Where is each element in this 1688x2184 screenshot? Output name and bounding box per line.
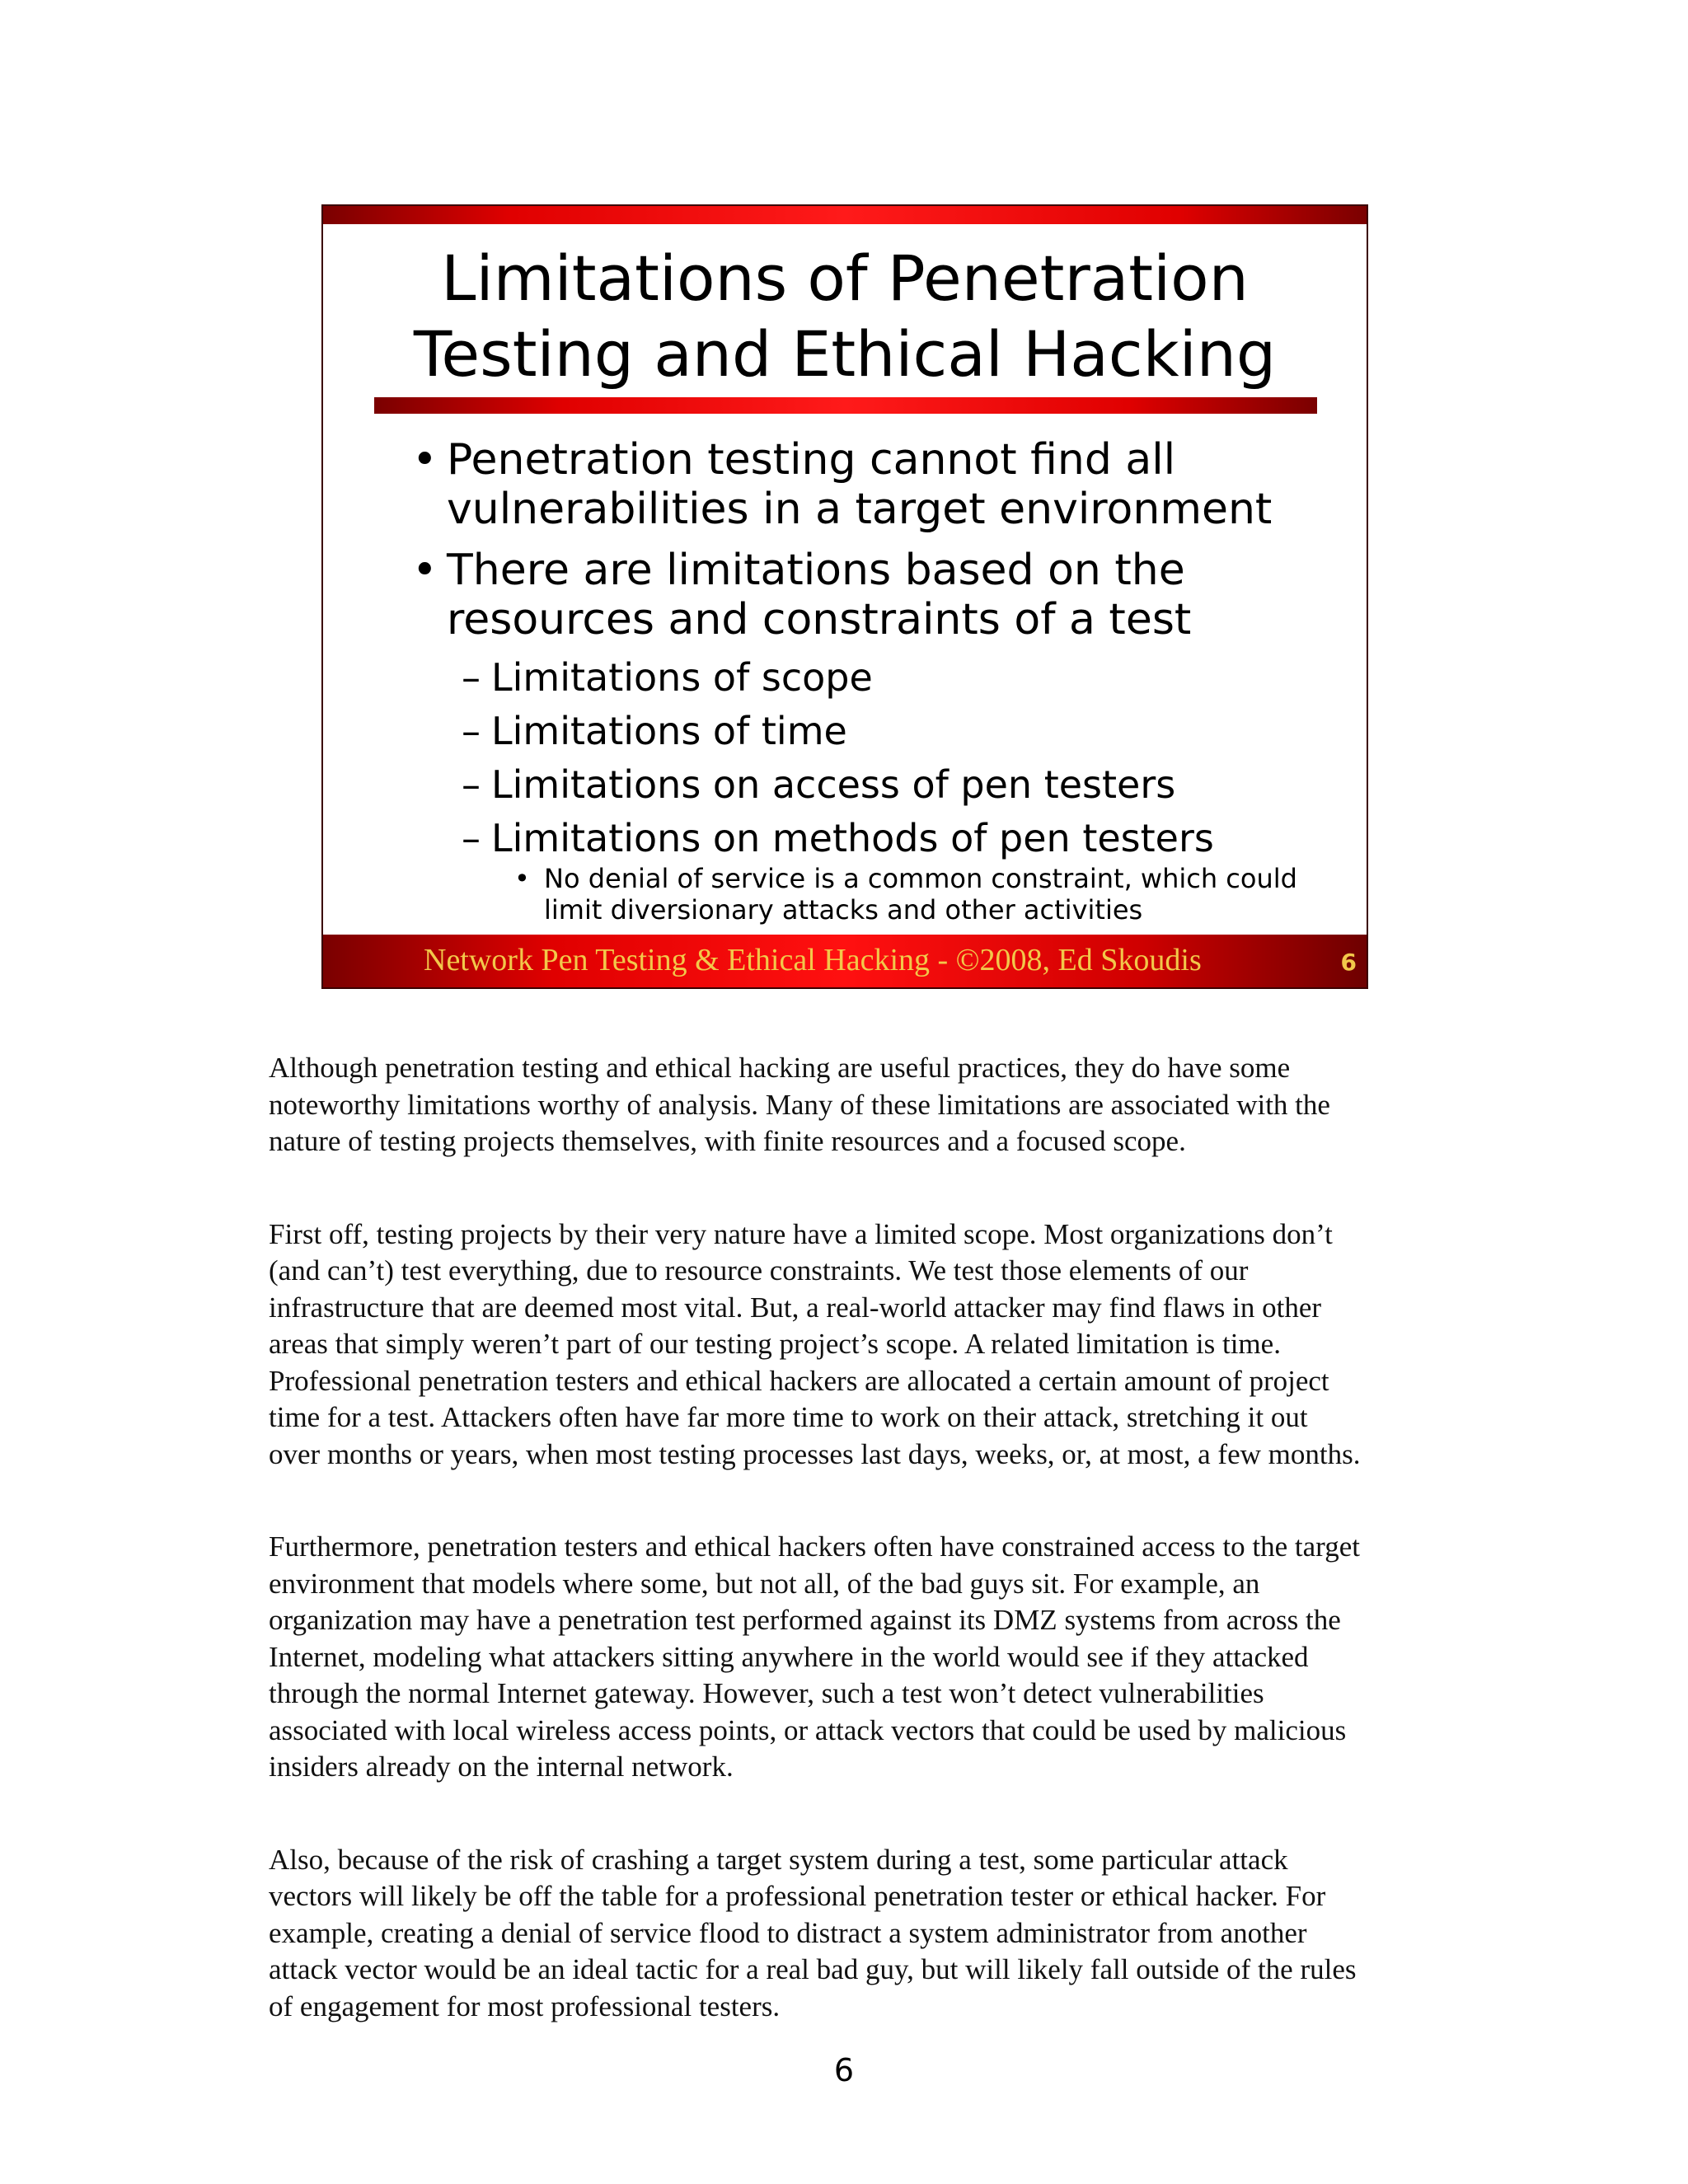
slide-bullet-list [323, 435, 1367, 926]
slide-sub-bullet [462, 710, 1367, 752]
paragraph-line: time for a test. Attackers often have far more time to work on their attack, stretching it out [269, 1401, 1308, 1433]
sub-bullet-text: Limitations of scope [491, 655, 873, 700]
bullet-glyph: • [412, 435, 438, 485]
slide-bullet [412, 546, 1367, 644]
dash-glyph: – [462, 816, 481, 860]
paragraph-line: Internet, modeling what attackers sitting anywhere in the world would see if they attacked [269, 1640, 1309, 1673]
paragraph-line: Although penetration testing and ethical hacking are useful practices, they do have some [269, 1052, 1291, 1084]
slide-sub-bullet [462, 763, 1367, 806]
paragraph [269, 1050, 1456, 1160]
slide-title-line: Limitations of Penetration [441, 241, 1249, 315]
notes-body [269, 1050, 1456, 2081]
paragraph-line: (and can’t) test everything, due to resource constraints. We test those elements of our [269, 1254, 1249, 1286]
paragraph [269, 1842, 1456, 2026]
paragraph [269, 1216, 1456, 1474]
slide-bullet [412, 435, 1367, 534]
slide-top-bar [323, 206, 1367, 224]
sub-sub-bullet-line: limit diversionary attacks and other activities [544, 894, 1143, 926]
paragraph-line: First off, testing projects by their very nature have a limited scope. Most organizations don’t [269, 1217, 1333, 1250]
paragraph-line: infrastructure that are deemed most vital. But, a real-world attacker may find flaws in other [269, 1291, 1322, 1324]
slide-title-line: Testing and Ethical Hacking [413, 317, 1277, 391]
bullet-line: resources and constraints of a test [447, 595, 1192, 644]
sub-bullet-text: Limitations on methods of pen testers [491, 816, 1214, 860]
bullet-glyph: • [412, 546, 438, 595]
bullet-line: Penetration testing cannot find all [447, 435, 1176, 485]
paragraph-line: over months or years, when most testing processes last days, weeks, or, at most, a few months. [269, 1437, 1361, 1470]
page-number: 6 [833, 2052, 855, 2088]
title-underline-bar [374, 397, 1317, 414]
dash-glyph: – [462, 655, 481, 700]
sub-bullet-text: Limitations on access of pen testers [491, 762, 1176, 807]
paragraph-line: environment that models where some, but not all, of the bad guys sit. For example, an [269, 1567, 1260, 1600]
paragraph-line: attack vector would be an ideal tactic for a real bad guy, but will likely fall outside of the rules [269, 1953, 1357, 1985]
paragraph-line: Professional penetration testers and ethical hackers are allocated a certain amount of project [269, 1364, 1329, 1397]
paragraph-line: Furthermore, penetration testers and ethical hackers often have constrained access to the target [269, 1530, 1360, 1563]
slide-image [321, 204, 1368, 989]
paragraph [269, 1529, 1456, 1786]
dash-glyph: – [462, 762, 481, 807]
slide-title [323, 241, 1367, 392]
sub-bullet-text: Limitations of time [491, 709, 847, 753]
slide-footer-bar [323, 935, 1367, 987]
paragraph-line: Also, because of the risk of crashing a target system during a test, some particular attack [269, 1843, 1288, 1876]
paragraph-line: noteworthy limitations worthy of analysis. Many of these limitations are associated with the [269, 1088, 1330, 1121]
sub-sub-bullet-line: No denial of service is a common constraint, which could [544, 863, 1297, 894]
bullet-glyph: • [514, 863, 530, 894]
paragraph-line: through the normal Internet gateway. However, such a test won’t detect vulnerabilities [269, 1677, 1264, 1709]
paragraph-line: associated with local wireless access points, or attack vectors that could be used by malicious [269, 1713, 1347, 1746]
slide-sub-sub-bullet [514, 863, 1297, 926]
slide-number: 6 [1340, 949, 1357, 976]
slide-footer-text: Network Pen Testing & Ethical Hacking - ©2008, Ed Skoudis [424, 943, 1202, 977]
paragraph-line: example, creating a denial of service flood to distract a system administrator from another [269, 1916, 1307, 1949]
slide-sub-bullet [462, 656, 1367, 699]
bullet-line: vulnerabilities in a target environment [447, 485, 1273, 534]
dash-glyph: – [462, 709, 481, 753]
bullet-line: There are limitations based on the [447, 546, 1185, 595]
paragraph-line: insiders already on the internal network. [269, 1750, 734, 1783]
paragraph-line: areas that simply weren’t part of our testing project’s scope. A related limitation is time. [269, 1328, 1281, 1360]
paragraph-line: organization may have a penetration test performed against its DMZ systems from across the [269, 1604, 1341, 1636]
slide-sub-bullet [462, 817, 1367, 860]
paragraph-line: vectors will likely be off the table for a professional penetration tester or ethical hacker. For [269, 1880, 1326, 1912]
paragraph-line: nature of testing projects themselves, with finite resources and a focused scope. [269, 1125, 1186, 1157]
paragraph-line: of engagement for most professional testers. [269, 1990, 781, 2022]
